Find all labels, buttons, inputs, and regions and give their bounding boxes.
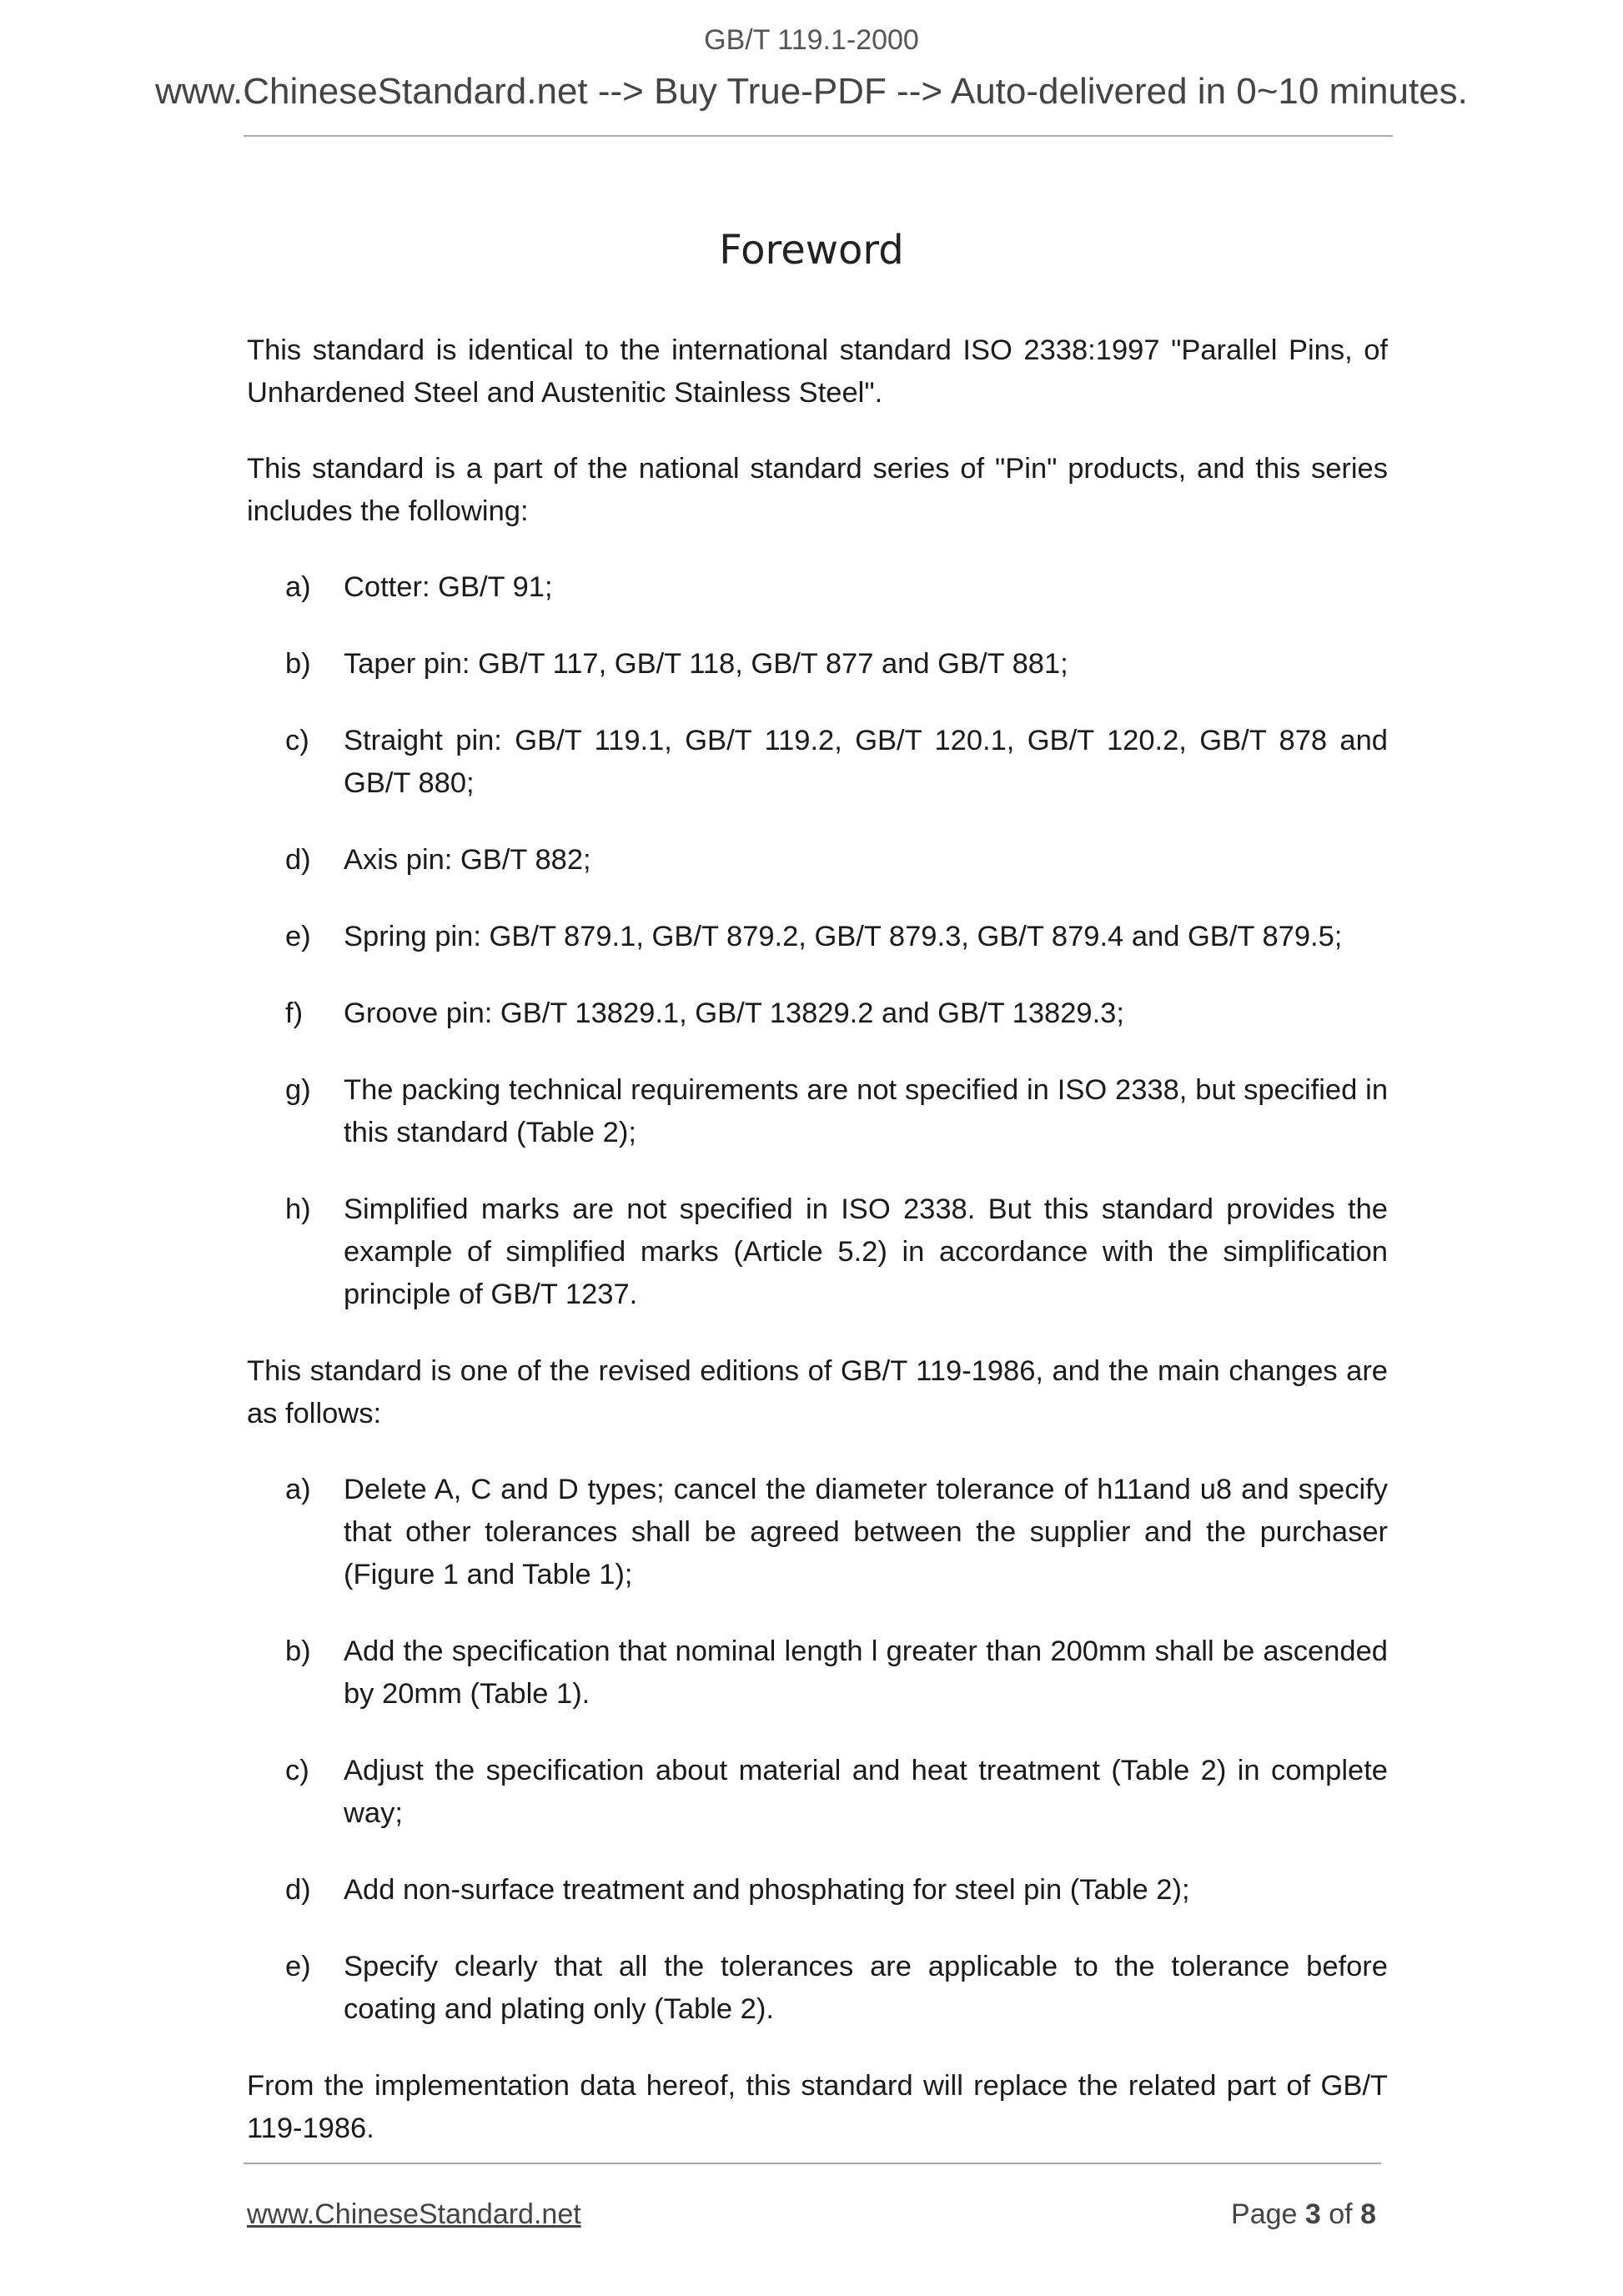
list-item: [247, 992, 1388, 1035]
list-text: Adjust the specification about material and heat treatment (Table 2) in complete way;: [344, 1755, 1388, 1829]
page-indicator: [1231, 2198, 1376, 2231]
list-item: [247, 566, 1388, 609]
list-label: d): [285, 1874, 311, 1906]
list-label: d): [285, 844, 311, 876]
list-item: [247, 1869, 1388, 1912]
list-item: [247, 1630, 1388, 1716]
list-label: b): [285, 648, 311, 680]
list-item: [247, 1469, 1388, 1596]
list-item: [247, 916, 1388, 958]
paragraph: This standard is identical to the international standard ISO 2338:1997 "Parallel Pins, of Unhardened Steel and Austenitic Stainless Steel".: [247, 334, 1388, 409]
list-text: Groove pin: GB/T 13829.1, GB/T 13829.2 and GB/T 13829.3;: [344, 997, 1124, 1029]
list-label: f): [285, 997, 304, 1029]
list-label: c): [285, 725, 309, 756]
list-text: Delete A, C and D types; cancel the diameter tolerance of h11and u8 and specify that other tolerances shall be agreed between the supplier and the purchaser (Figure 1 and Table 1);: [344, 1474, 1388, 1590]
footer-divider: [244, 2163, 1381, 2164]
document-id: GB/T 119.1-2000: [704, 24, 919, 56]
page-total: 8: [1360, 2198, 1376, 2230]
list-text: Taper pin: GB/T 117, GB/T 118, GB/T 877 and GB/T 881;: [344, 648, 1068, 680]
list-item: [247, 1069, 1388, 1154]
footer-site-link[interactable]: www.ChineseStandard.net: [247, 2198, 581, 2230]
list-label: e): [285, 1951, 311, 1982]
list-text: Simplified marks are not specified in ISO 2338. But this standard provides the example of simplified marks (Article 5.2) in accordance with the simplification principle of GB/T 1237.: [344, 1193, 1388, 1310]
list-label: a): [285, 571, 311, 603]
list-item: [247, 1750, 1388, 1835]
series-list: [247, 566, 1388, 1316]
paragraph: This standard is one of the revised editions of GB/T 119-1986, and the main changes are as follows:: [247, 1355, 1388, 1429]
paragraph: From the implementation data hereof, this standard will replace the related part of GB/T 119-1986.: [247, 2070, 1388, 2144]
list-text: Add the specification that nominal length l greater than 200mm shall be ascended by 20mm (Table 1).: [344, 1635, 1388, 1710]
list-label: h): [285, 1193, 311, 1225]
list-item: [247, 1946, 1388, 2031]
list-label: g): [285, 1074, 311, 1106]
list-label: e): [285, 921, 311, 952]
list-label: c): [285, 1755, 309, 1786]
list-text: Straight pin: GB/T 119.1, GB/T 119.2, GB/T 120.1, GB/T 120.2, GB/T 878 and GB/T 880;: [344, 725, 1388, 799]
list-text: Cotter: GB/T 91;: [344, 571, 553, 603]
list-text: Specify clearly that all the tolerances are applicable to the tolerance before coating and plating only (Table 2).: [344, 1951, 1388, 2025]
list-text: The packing technical requirements are not specified in ISO 2338, but specified in this standard (Table 2);: [344, 1074, 1388, 1148]
page-prefix: Page: [1231, 2198, 1305, 2230]
list-item: [247, 1188, 1388, 1316]
list-label: a): [285, 1474, 311, 1505]
list-text: Axis pin: GB/T 882;: [344, 844, 591, 876]
changes-list: [247, 1469, 1388, 2031]
list-text: Spring pin: GB/T 879.1, GB/T 879.2, GB/T 879.3, GB/T 879.4 and GB/T 879.5;: [344, 921, 1343, 952]
list-item: [247, 720, 1388, 805]
list-item: [247, 643, 1388, 686]
page-current: 3: [1304, 2198, 1321, 2230]
page-mid: of: [1320, 2198, 1361, 2230]
site-banner: www.ChineseStandard.net --> Buy True-PDF --> Auto-delivered in 0~10 minutes.: [155, 71, 1468, 112]
page-title: Foreword: [719, 227, 904, 274]
list-item: [247, 839, 1388, 882]
paragraph: This standard is a part of the national standard series of "Pin" products, and this series includes the following:: [247, 453, 1388, 527]
header-divider: [244, 135, 1393, 137]
document-body: [247, 329, 1388, 2183]
list-label: b): [285, 1635, 311, 1667]
list-text: Add non-surface treatment and phosphating for steel pin (Table 2);: [344, 1874, 1190, 1906]
